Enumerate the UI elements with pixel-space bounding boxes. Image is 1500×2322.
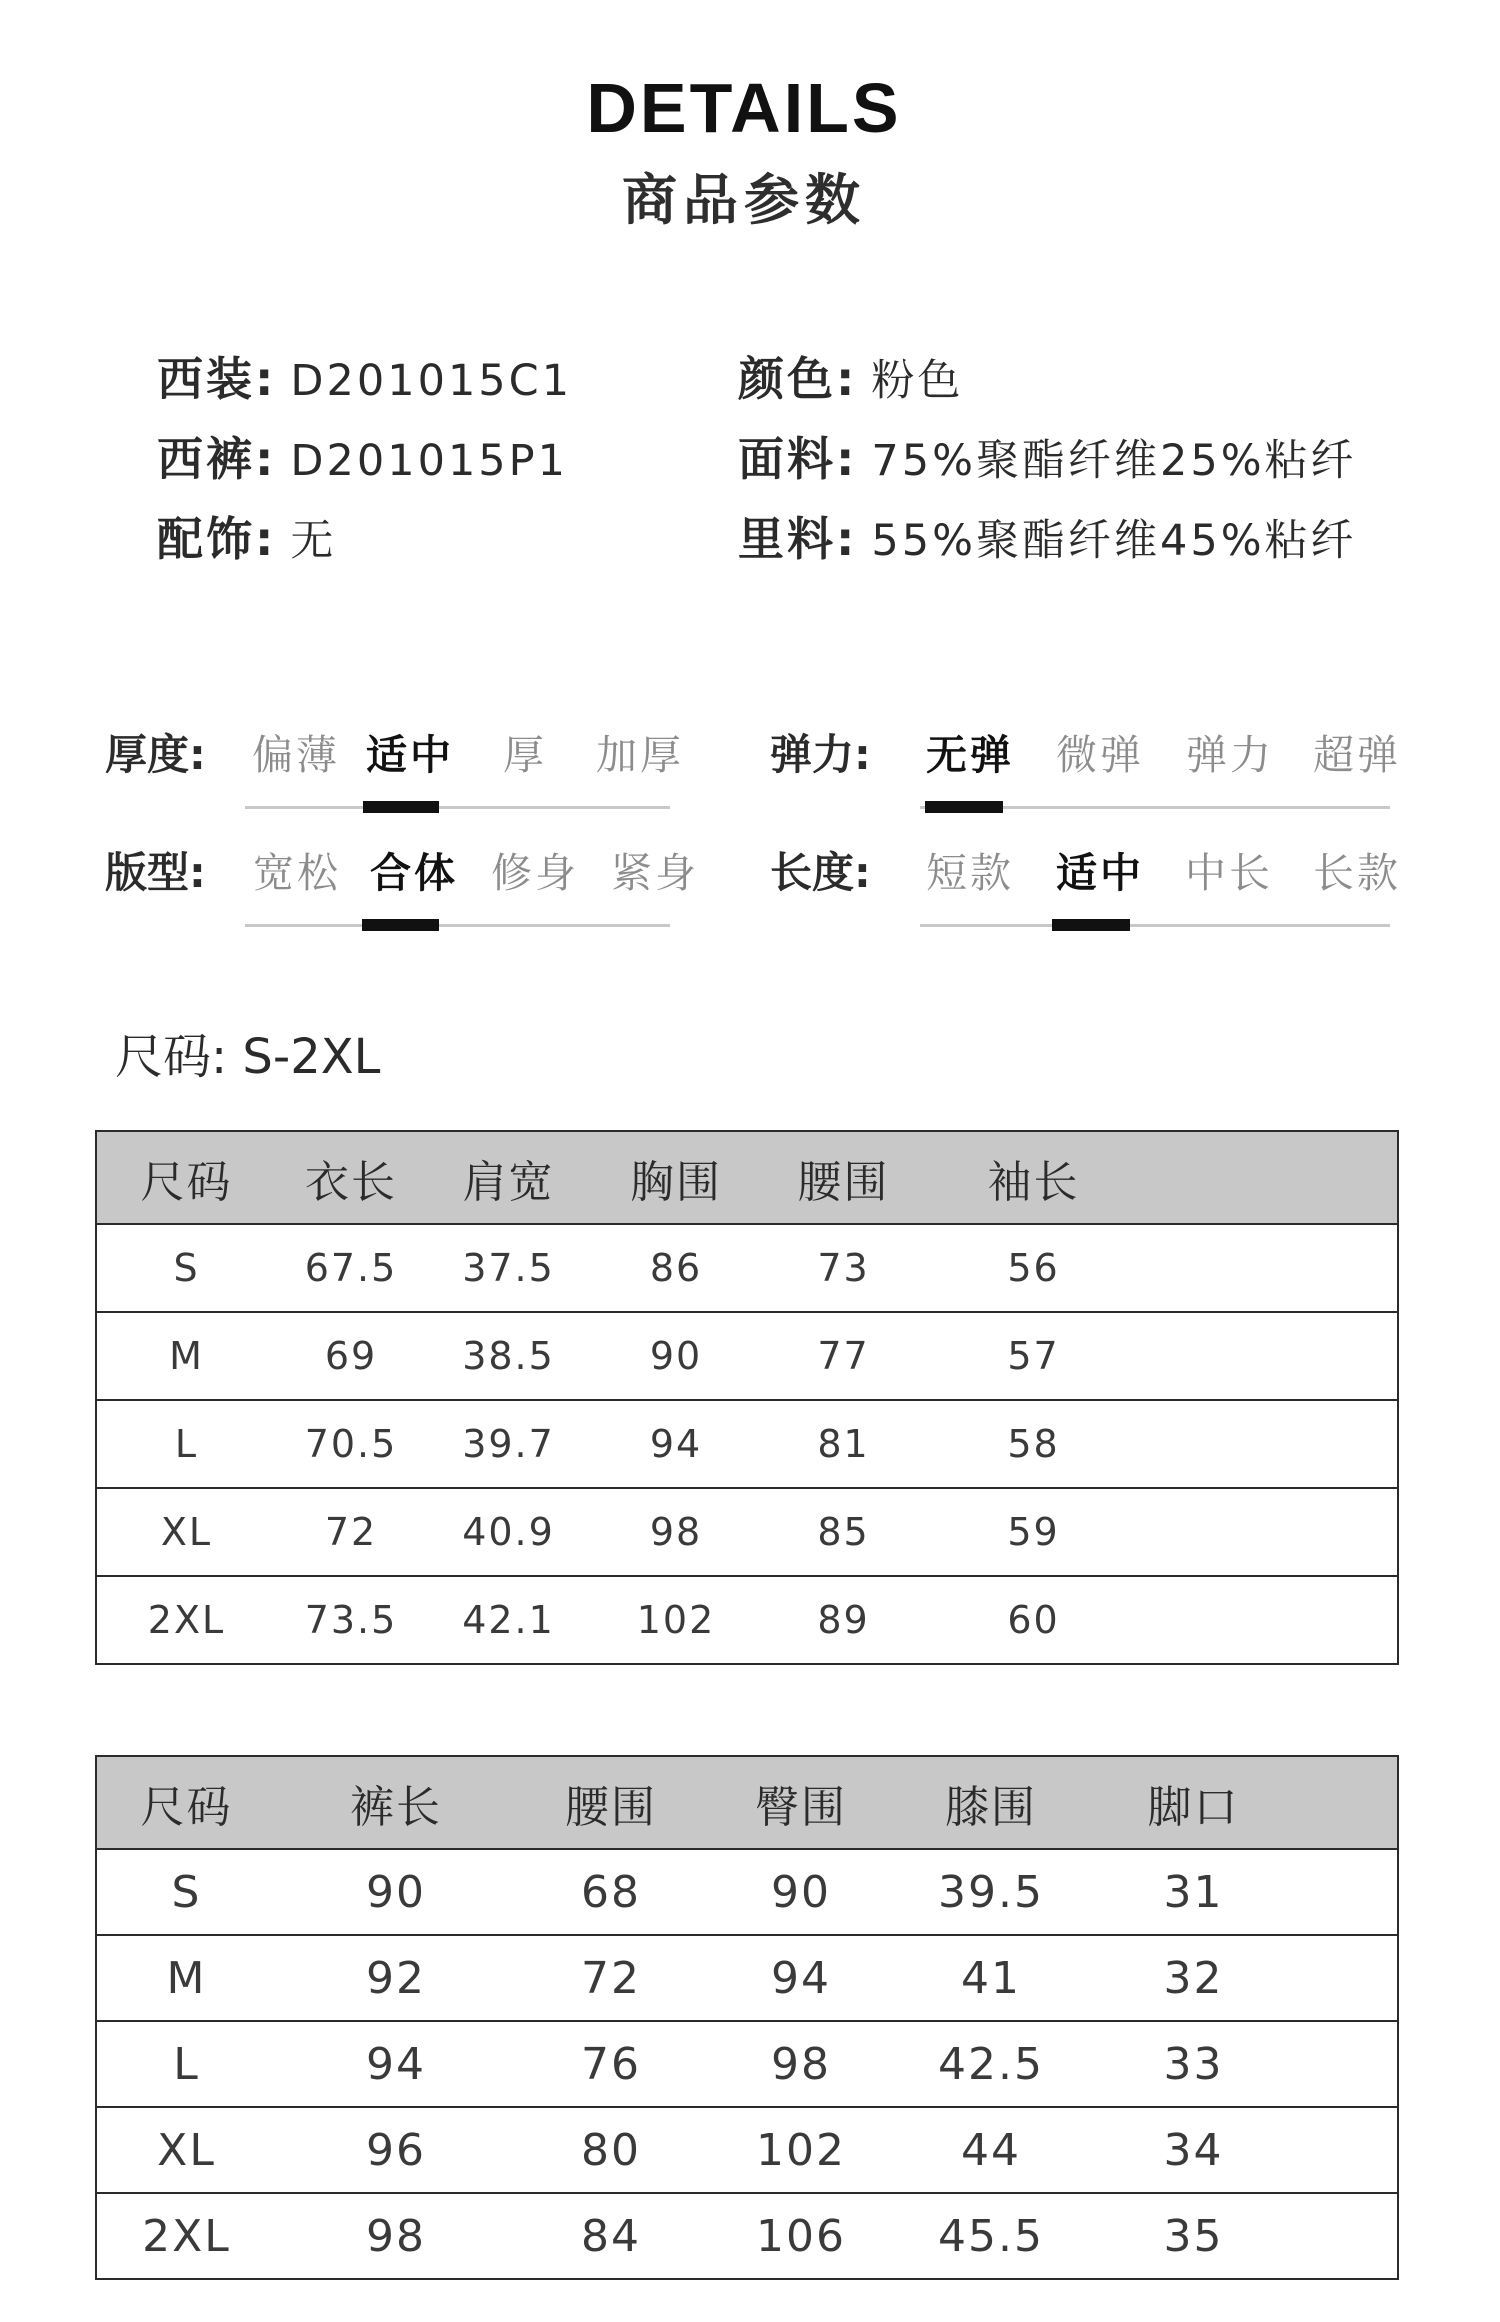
- table-header-row: [96, 1756, 1398, 1849]
- table-cell: 2XL: [142, 2210, 231, 2262]
- table-cell: 90: [771, 1866, 831, 1918]
- table-cell: 59: [1007, 1510, 1060, 1554]
- table-cell: 92: [366, 1952, 426, 2004]
- table-row: [96, 1849, 1398, 1935]
- table-header-cell: 腰围: [797, 1156, 890, 1208]
- spec-accessories: [157, 500, 572, 580]
- spec-label: 配饰:: [157, 512, 277, 566]
- attr-thickness: [105, 720, 695, 820]
- attr-selected-indicator: [362, 919, 439, 931]
- spec-jacket: [157, 340, 572, 420]
- table-cell: 102: [756, 2124, 846, 2176]
- table-cell: M: [166, 1952, 207, 2004]
- page-title-en: DETAILS: [586, 69, 902, 147]
- spec-value: D201015P1: [290, 436, 568, 486]
- table-cell: 58: [1007, 1422, 1060, 1466]
- table-header-cell: 胸围: [630, 1156, 722, 1208]
- table-cell: 94: [649, 1422, 703, 1466]
- spec-label: 面料:: [738, 432, 858, 486]
- table-cell-empty: [1141, 1224, 1398, 1312]
- attr-length: [770, 838, 1410, 938]
- table-cell: XL: [160, 1510, 213, 1554]
- jacket-size-table: [95, 1130, 1399, 1665]
- spec-value: D201015C1: [290, 356, 573, 406]
- attr-option[interactable]: 长款: [1313, 849, 1401, 897]
- table-cell: 40.9: [462, 1510, 555, 1554]
- table-cell: 39.5: [938, 1866, 1044, 1918]
- table-header-cell: 臀围: [755, 1781, 847, 1833]
- table-cell: 70.5: [304, 1422, 398, 1466]
- table-cell: 32: [1163, 1952, 1224, 2004]
- attr-option[interactable]: 弹力: [1186, 731, 1274, 779]
- table-cell: 76: [581, 2038, 641, 2090]
- table-cell: 73.5: [304, 1598, 398, 1642]
- table-cell: 96: [366, 2124, 426, 2176]
- page-header: [0, 60, 1500, 236]
- table-cell: 39.7: [462, 1422, 555, 1466]
- spec-value: 55%聚酯纤维45%粘纤: [871, 516, 1357, 566]
- table-cell: 90: [649, 1334, 703, 1378]
- attr-option-selected[interactable]: 无弹: [926, 731, 1014, 779]
- attr-option-selected[interactable]: 适中: [366, 731, 454, 779]
- attr-option[interactable]: 加厚: [596, 731, 684, 779]
- attr-label: 弹力:: [770, 730, 871, 779]
- page-title-zh: 商品参数: [621, 168, 866, 232]
- table-header-cell: 袖长: [987, 1156, 1080, 1208]
- table-header-cell: 裤长: [350, 1781, 442, 1833]
- table-cell-empty: [1301, 2107, 1398, 2193]
- table-cell: 34: [1163, 2124, 1224, 2176]
- table-cell: 77: [817, 1334, 870, 1378]
- spec-value: 75%聚酯纤维25%粘纤: [871, 436, 1357, 486]
- table-cell: 67.5: [304, 1246, 398, 1290]
- attr-option-selected[interactable]: 合体: [370, 849, 458, 897]
- attr-track: [920, 924, 1390, 927]
- table-header-cell: 衣长: [305, 1156, 397, 1208]
- attr-option-selected[interactable]: 适中: [1056, 849, 1144, 897]
- table-cell: 102: [636, 1598, 716, 1642]
- table-cell: 98: [649, 1510, 703, 1554]
- attr-option[interactable]: 偏薄: [252, 731, 340, 779]
- attr-option[interactable]: 微弹: [1056, 731, 1144, 779]
- attr-label: 厚度:: [105, 730, 206, 779]
- table-cell: 81: [817, 1422, 870, 1466]
- table-row: [96, 1935, 1398, 2021]
- table-cell: 72: [581, 1952, 641, 2004]
- attr-option[interactable]: 厚: [503, 731, 547, 779]
- table-cell: 56: [1007, 1246, 1060, 1290]
- table-cell: 73: [817, 1246, 870, 1290]
- attr-option[interactable]: 宽松: [253, 849, 341, 897]
- table-row: [96, 1224, 1398, 1312]
- attr-option[interactable]: 中长: [1185, 849, 1273, 897]
- table-cell-empty: [1301, 1935, 1398, 2021]
- table-cell: 68: [581, 1866, 641, 1918]
- table-cell: 98: [366, 2210, 426, 2262]
- table-header-cell: 尺码: [140, 1781, 233, 1833]
- spec-pants: [157, 420, 572, 500]
- table-cell: 86: [649, 1246, 703, 1290]
- table-cell: 33: [1163, 2038, 1224, 2090]
- attr-option[interactable]: 紧身: [611, 849, 699, 897]
- table-cell: M: [169, 1334, 204, 1378]
- table-cell: 35: [1163, 2210, 1224, 2262]
- spec-label: 里料:: [738, 512, 858, 566]
- table-cell-empty: [1301, 2021, 1398, 2107]
- attr-option[interactable]: 超弹: [1313, 731, 1401, 779]
- table-cell-empty: [1301, 1849, 1398, 1935]
- table-cell-empty: [1301, 2193, 1398, 2279]
- table-header-empty: [1141, 1131, 1398, 1224]
- table-cell: 38.5: [462, 1334, 555, 1378]
- table-cell-empty: [1141, 1488, 1398, 1576]
- table-cell: 2XL: [147, 1598, 226, 1642]
- table-header-cell: 腰围: [565, 1781, 657, 1833]
- table-cell: 60: [1007, 1598, 1060, 1642]
- size-range-label: 尺码: S-2XL: [115, 1029, 381, 1085]
- table-header-row: [96, 1131, 1398, 1224]
- table-cell: 69: [324, 1334, 378, 1378]
- spec-fabric: [738, 420, 1357, 500]
- table-cell: 37.5: [462, 1246, 555, 1290]
- table-cell: 72: [324, 1510, 378, 1554]
- table-cell: 42.1: [462, 1598, 555, 1642]
- table-cell: L: [173, 2038, 200, 2090]
- attr-selected-indicator: [1052, 919, 1130, 931]
- table-cell: 89: [817, 1598, 870, 1642]
- table-row: [96, 2021, 1398, 2107]
- table-cell: XL: [157, 2124, 216, 2176]
- table-cell: 90: [366, 1866, 426, 1918]
- attr-fit: [105, 838, 699, 938]
- table-header-cell: 脚口: [1147, 1781, 1240, 1833]
- spec-lining: [738, 500, 1357, 580]
- table-cell-empty: [1141, 1576, 1398, 1664]
- attr-label: 版型:: [105, 848, 206, 897]
- attr-option[interactable]: 修身: [491, 849, 579, 897]
- table-cell: 80: [581, 2124, 641, 2176]
- table-cell: 42.5: [938, 2038, 1044, 2090]
- spec-color: [738, 340, 1357, 420]
- table-cell-empty: [1141, 1312, 1398, 1400]
- table-header-cell: 膝围: [945, 1781, 1037, 1833]
- attr-option[interactable]: 短款: [926, 849, 1014, 897]
- spec-label: 西裤:: [157, 432, 277, 486]
- table-cell: 45.5: [938, 2210, 1044, 2262]
- table-cell: 41: [961, 1952, 1021, 2004]
- attr-label: 长度:: [770, 848, 871, 897]
- table-cell: 31: [1163, 1866, 1224, 1918]
- table-header-cell: 肩宽: [462, 1156, 555, 1208]
- table-cell-empty: [1141, 1400, 1398, 1488]
- table-header-cell: 尺码: [140, 1156, 233, 1208]
- spec-label: 西装:: [157, 352, 277, 406]
- pants-size-table: [95, 1755, 1399, 2280]
- table-cell: 85: [817, 1510, 870, 1554]
- table-cell: S: [173, 1246, 200, 1290]
- specs-right: [738, 340, 1357, 580]
- table-cell: S: [171, 1866, 202, 1918]
- specs-left: [157, 340, 572, 580]
- attr-track: [245, 924, 670, 927]
- table-cell: 84: [581, 2210, 641, 2262]
- attr-selected-indicator: [925, 801, 1003, 813]
- table-row: [96, 1488, 1398, 1576]
- table-row: [96, 2193, 1398, 2279]
- table-cell: 57: [1007, 1334, 1060, 1378]
- attr-elasticity: [770, 720, 1410, 820]
- table-row: [96, 1400, 1398, 1488]
- table-cell: 106: [756, 2210, 846, 2262]
- table-cell: 94: [771, 1952, 831, 2004]
- table-header-empty: [1301, 1756, 1398, 1849]
- table-cell: 44: [961, 2124, 1021, 2176]
- table-row: [96, 1576, 1398, 1664]
- table-cell: 94: [366, 2038, 426, 2090]
- spec-value: 粉色: [871, 356, 964, 406]
- table-row: [96, 1312, 1398, 1400]
- spec-value: 无: [290, 516, 337, 566]
- table-row: [96, 2107, 1398, 2193]
- table-cell: L: [174, 1422, 199, 1466]
- table-cell: 98: [771, 2038, 831, 2090]
- spec-label: 颜色:: [738, 352, 858, 406]
- attr-selected-indicator: [363, 801, 439, 813]
- attr-track: [245, 806, 670, 809]
